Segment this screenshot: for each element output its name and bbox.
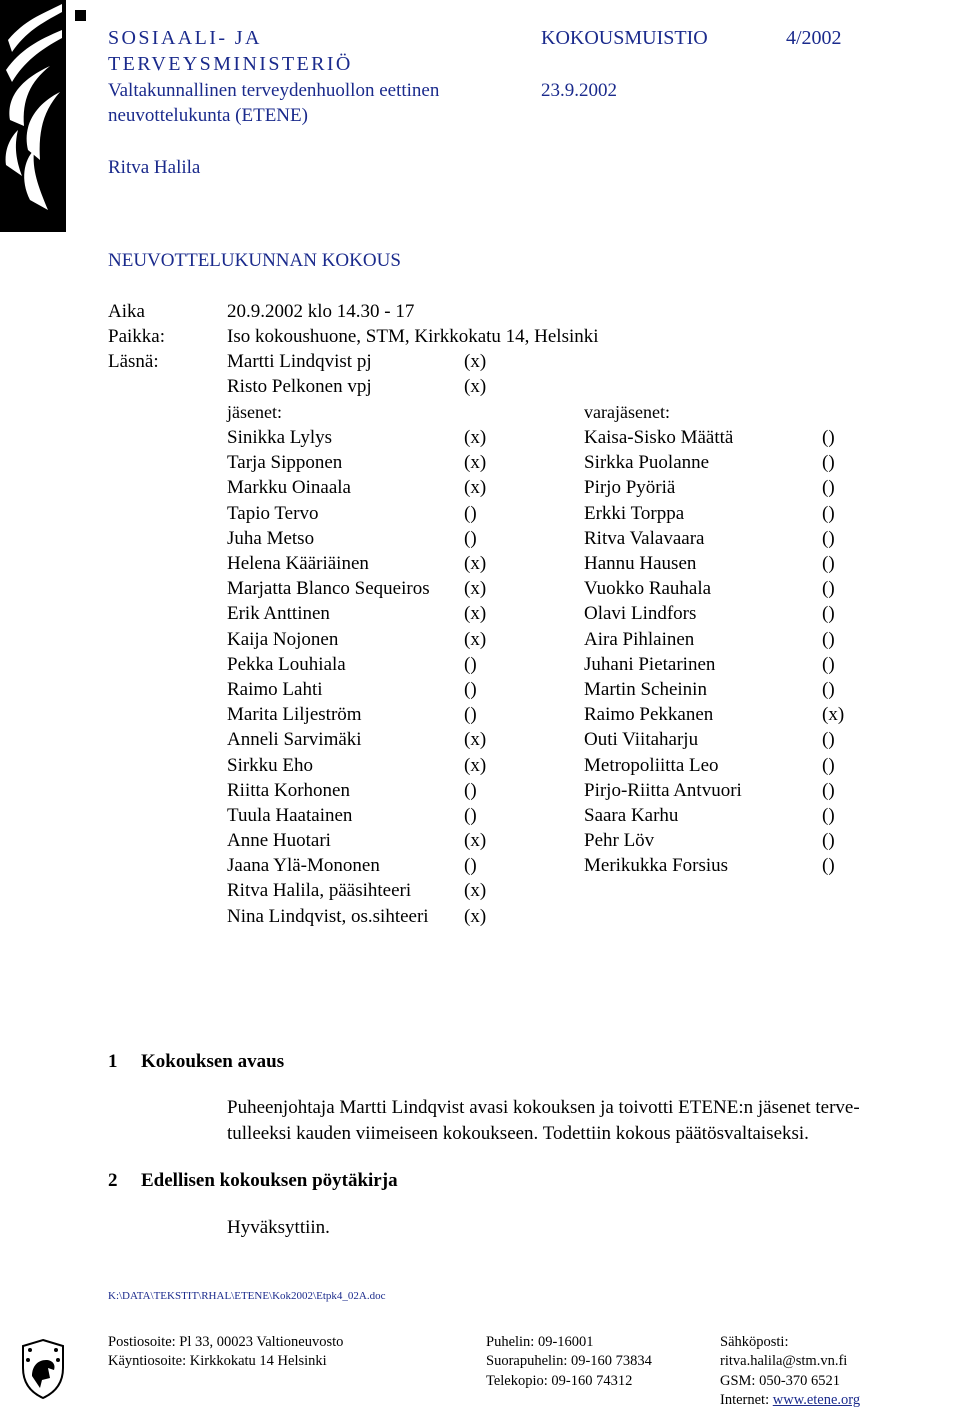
coat-of-arms-icon <box>18 1338 68 1405</box>
section-number: 1 <box>108 1051 118 1072</box>
footer-postal-address: Postiosoite: Pl 33, 00023 Valtioneuvosto <box>108 1334 344 1350</box>
deputy-name: Kaisa-Sisko Määttä <box>584 427 734 448</box>
section-body-line: tulleeksi kauden viimeiseen kokoukseen. Todettiin kokous päätösvaltaiseksi. <box>227 1123 809 1144</box>
member-attendance-mark: () <box>464 654 477 675</box>
deputy-name: Vuokko Rauhala <box>584 578 712 599</box>
member-attendance-mark: () <box>464 528 477 549</box>
member-attendance-mark: () <box>464 704 477 725</box>
meeting-title: NEUVOTTELUKUNNAN KOKOUS <box>108 250 401 271</box>
deputy-name: Ritva Valavaara <box>584 528 705 549</box>
member-attendance-mark: (x) <box>464 452 487 473</box>
attendee-name: Risto Pelkonen vpj <box>227 376 372 397</box>
section-title: Kokouksen avaus <box>141 1051 285 1072</box>
doc-number: 4/2002 <box>786 27 842 49</box>
member-name: Marjatta Blanco Sequeiros <box>227 578 430 599</box>
deputy-attendance-mark: () <box>822 477 835 498</box>
section-body: Hyväksyttiin. <box>227 1217 330 1238</box>
member-name: Tapio Tervo <box>227 503 319 524</box>
deputy-name: Aira Pihlainen <box>584 629 695 650</box>
flame-logo-icon <box>0 0 66 232</box>
place-value: Iso kokoushuone, STM, Kirkkokatu 14, Helsinki <box>227 326 599 347</box>
member-name: Tarja Sipponen <box>227 452 343 473</box>
member-attendance-mark: (x) <box>464 603 487 624</box>
member-attendance-mark: (x) <box>464 477 487 498</box>
unit-name-line1: Valtakunnallinen terveydenhuollon eettinen <box>108 80 440 101</box>
deputy-attendance-mark: () <box>822 427 835 448</box>
deputy-attendance-mark: () <box>822 780 835 801</box>
place-label: Paikka: <box>108 326 165 347</box>
member-name: Tuula Haatainen <box>227 805 353 826</box>
member-attendance-mark: () <box>464 503 477 524</box>
deputy-attendance-mark: () <box>822 830 835 851</box>
deputy-attendance-mark: () <box>822 528 835 549</box>
deputy-name: Hannu Hausen <box>584 553 697 574</box>
member-attendance-mark: (x) <box>464 629 487 650</box>
member-attendance-mark: () <box>464 780 477 801</box>
footer-internet <box>720 1392 860 1409</box>
attendance-mark: (x) <box>464 880 487 901</box>
member-attendance-mark: (x) <box>464 578 487 599</box>
footer-fax: Telekopio: 09-160 74312 <box>486 1373 633 1389</box>
footer-phone: Puhelin: 09-16001 <box>486 1334 594 1350</box>
footer-direct-phone: Suorapuhelin: 09-160 73834 <box>486 1353 652 1369</box>
member-name: Sinikka Lylys <box>227 427 333 448</box>
footer-visiting-address: Käyntiosoite: Kirkkokatu 14 Helsinki <box>108 1353 327 1369</box>
doc-type: KOKOUSMUISTIO <box>541 27 708 49</box>
attendance-mark: (x) <box>464 906 487 927</box>
deputies-heading: varajäsenet: <box>584 402 670 422</box>
attendee-name: Martti Lindqvist pj <box>227 351 372 372</box>
ministry-logo <box>0 0 66 232</box>
footer-email-label: Sähköposti: <box>720 1334 789 1350</box>
deputy-name: Pirjo Pyöriä <box>584 477 676 498</box>
deputy-name: Pirjo-Riitta Antvuori <box>584 780 742 801</box>
deputy-attendance-mark: () <box>822 654 835 675</box>
deputy-name: Sirkka Puolanne <box>584 452 710 473</box>
member-name: Sirkku Eho <box>227 755 314 776</box>
member-attendance-mark: (x) <box>464 830 487 851</box>
member-name: Marita Liljeström <box>227 704 362 725</box>
deputy-attendance-mark: () <box>822 603 835 624</box>
deputy-attendance-mark: () <box>822 805 835 826</box>
section-number: 2 <box>108 1170 118 1191</box>
deputy-name: Saara Karhu <box>584 805 679 826</box>
deputy-name: Outi Viitaharju <box>584 729 699 750</box>
deputy-attendance-mark: () <box>822 755 835 776</box>
member-attendance-mark: (x) <box>464 427 487 448</box>
deputy-name: Raimo Pekkanen <box>584 704 714 725</box>
footer-gsm: GSM: 050-370 6521 <box>720 1373 841 1389</box>
deputy-attendance-mark: () <box>822 629 835 650</box>
ministry-name-line2: TERVEYSMINISTERIÖ <box>108 53 353 75</box>
deputy-name: Martin Scheinin <box>584 679 707 700</box>
member-attendance-mark: (x) <box>464 553 487 574</box>
member-attendance-mark: (x) <box>464 729 487 750</box>
member-name: Kaija Nojonen <box>227 629 339 650</box>
ministry-name-line1: SOSIAALI- JA <box>108 27 262 49</box>
attendee-name: Ritva Halila, pääsihteeri <box>227 880 412 901</box>
attendance-mark: (x) <box>464 351 487 372</box>
member-name: Juha Metso <box>227 528 315 549</box>
bullet-square-icon <box>75 10 86 21</box>
deputy-name: Metropoliitta Leo <box>584 755 719 776</box>
section-title: Edellisen kokouksen pöytäkirja <box>141 1170 398 1191</box>
footer-internet-label: Internet: <box>720 1392 770 1408</box>
attendance-mark: (x) <box>464 376 487 397</box>
attendee-name: Nina Lindqvist, os.sihteeri <box>227 906 429 927</box>
member-name: Anneli Sarvimäki <box>227 729 362 750</box>
deputy-name: Merikukka Forsius <box>584 855 729 876</box>
member-name: Riitta Korhonen <box>227 780 350 801</box>
unit-name-line2: neuvottelukunta (ETENE) <box>108 105 308 126</box>
member-name: Jaana Ylä-Mononen <box>227 855 380 876</box>
section-body-line: Puheenjohtaja Martti Lindqvist avasi kokouksen ja toivotti ETENE:n jäsenet terve- <box>227 1097 860 1118</box>
deputy-attendance-mark: () <box>822 679 835 700</box>
deputy-attendance-mark: (x) <box>822 704 845 725</box>
deputy-attendance-mark: () <box>822 855 835 876</box>
member-name: Markku Oinaala <box>227 477 351 498</box>
deputy-attendance-mark: () <box>822 578 835 599</box>
footer-internet-link[interactable]: www.etene.org <box>772 1392 861 1408</box>
time-label: Aika <box>108 301 145 322</box>
members-heading: jäsenet: <box>227 402 282 422</box>
footer-email: ritva.halila@stm.vn.fi <box>720 1353 848 1369</box>
deputy-name: Juhani Pietarinen <box>584 654 716 675</box>
deputy-name: Erkki Torppa <box>584 503 685 524</box>
member-attendance-mark: () <box>464 855 477 876</box>
file-path: K:\DATA\TEKSTIT\RHAL\ETENE\Kok2002\Etpk4_02A.doc <box>108 1290 386 1302</box>
deputy-name: Pehr Löv <box>584 830 655 851</box>
author-name: Ritva Halila <box>108 157 201 178</box>
member-name: Raimo Lahti <box>227 679 323 700</box>
deputy-name: Olavi Lindfors <box>584 603 697 624</box>
member-attendance-mark: () <box>464 679 477 700</box>
member-name: Pekka Louhiala <box>227 654 346 675</box>
deputy-attendance-mark: () <box>822 452 835 473</box>
doc-date: 23.9.2002 <box>541 80 617 101</box>
deputy-attendance-mark: () <box>822 729 835 750</box>
deputy-attendance-mark: () <box>822 503 835 524</box>
time-value: 20.9.2002 klo 14.30 - 17 <box>227 301 415 322</box>
member-name: Erik Anttinen <box>227 603 330 624</box>
member-attendance-mark: () <box>464 805 477 826</box>
member-name: Helena Kääriäinen <box>227 553 369 574</box>
deputy-attendance-mark: () <box>822 553 835 574</box>
member-name: Anne Huotari <box>227 830 331 851</box>
member-attendance-mark: (x) <box>464 755 487 776</box>
present-label: Läsnä: <box>108 351 159 372</box>
